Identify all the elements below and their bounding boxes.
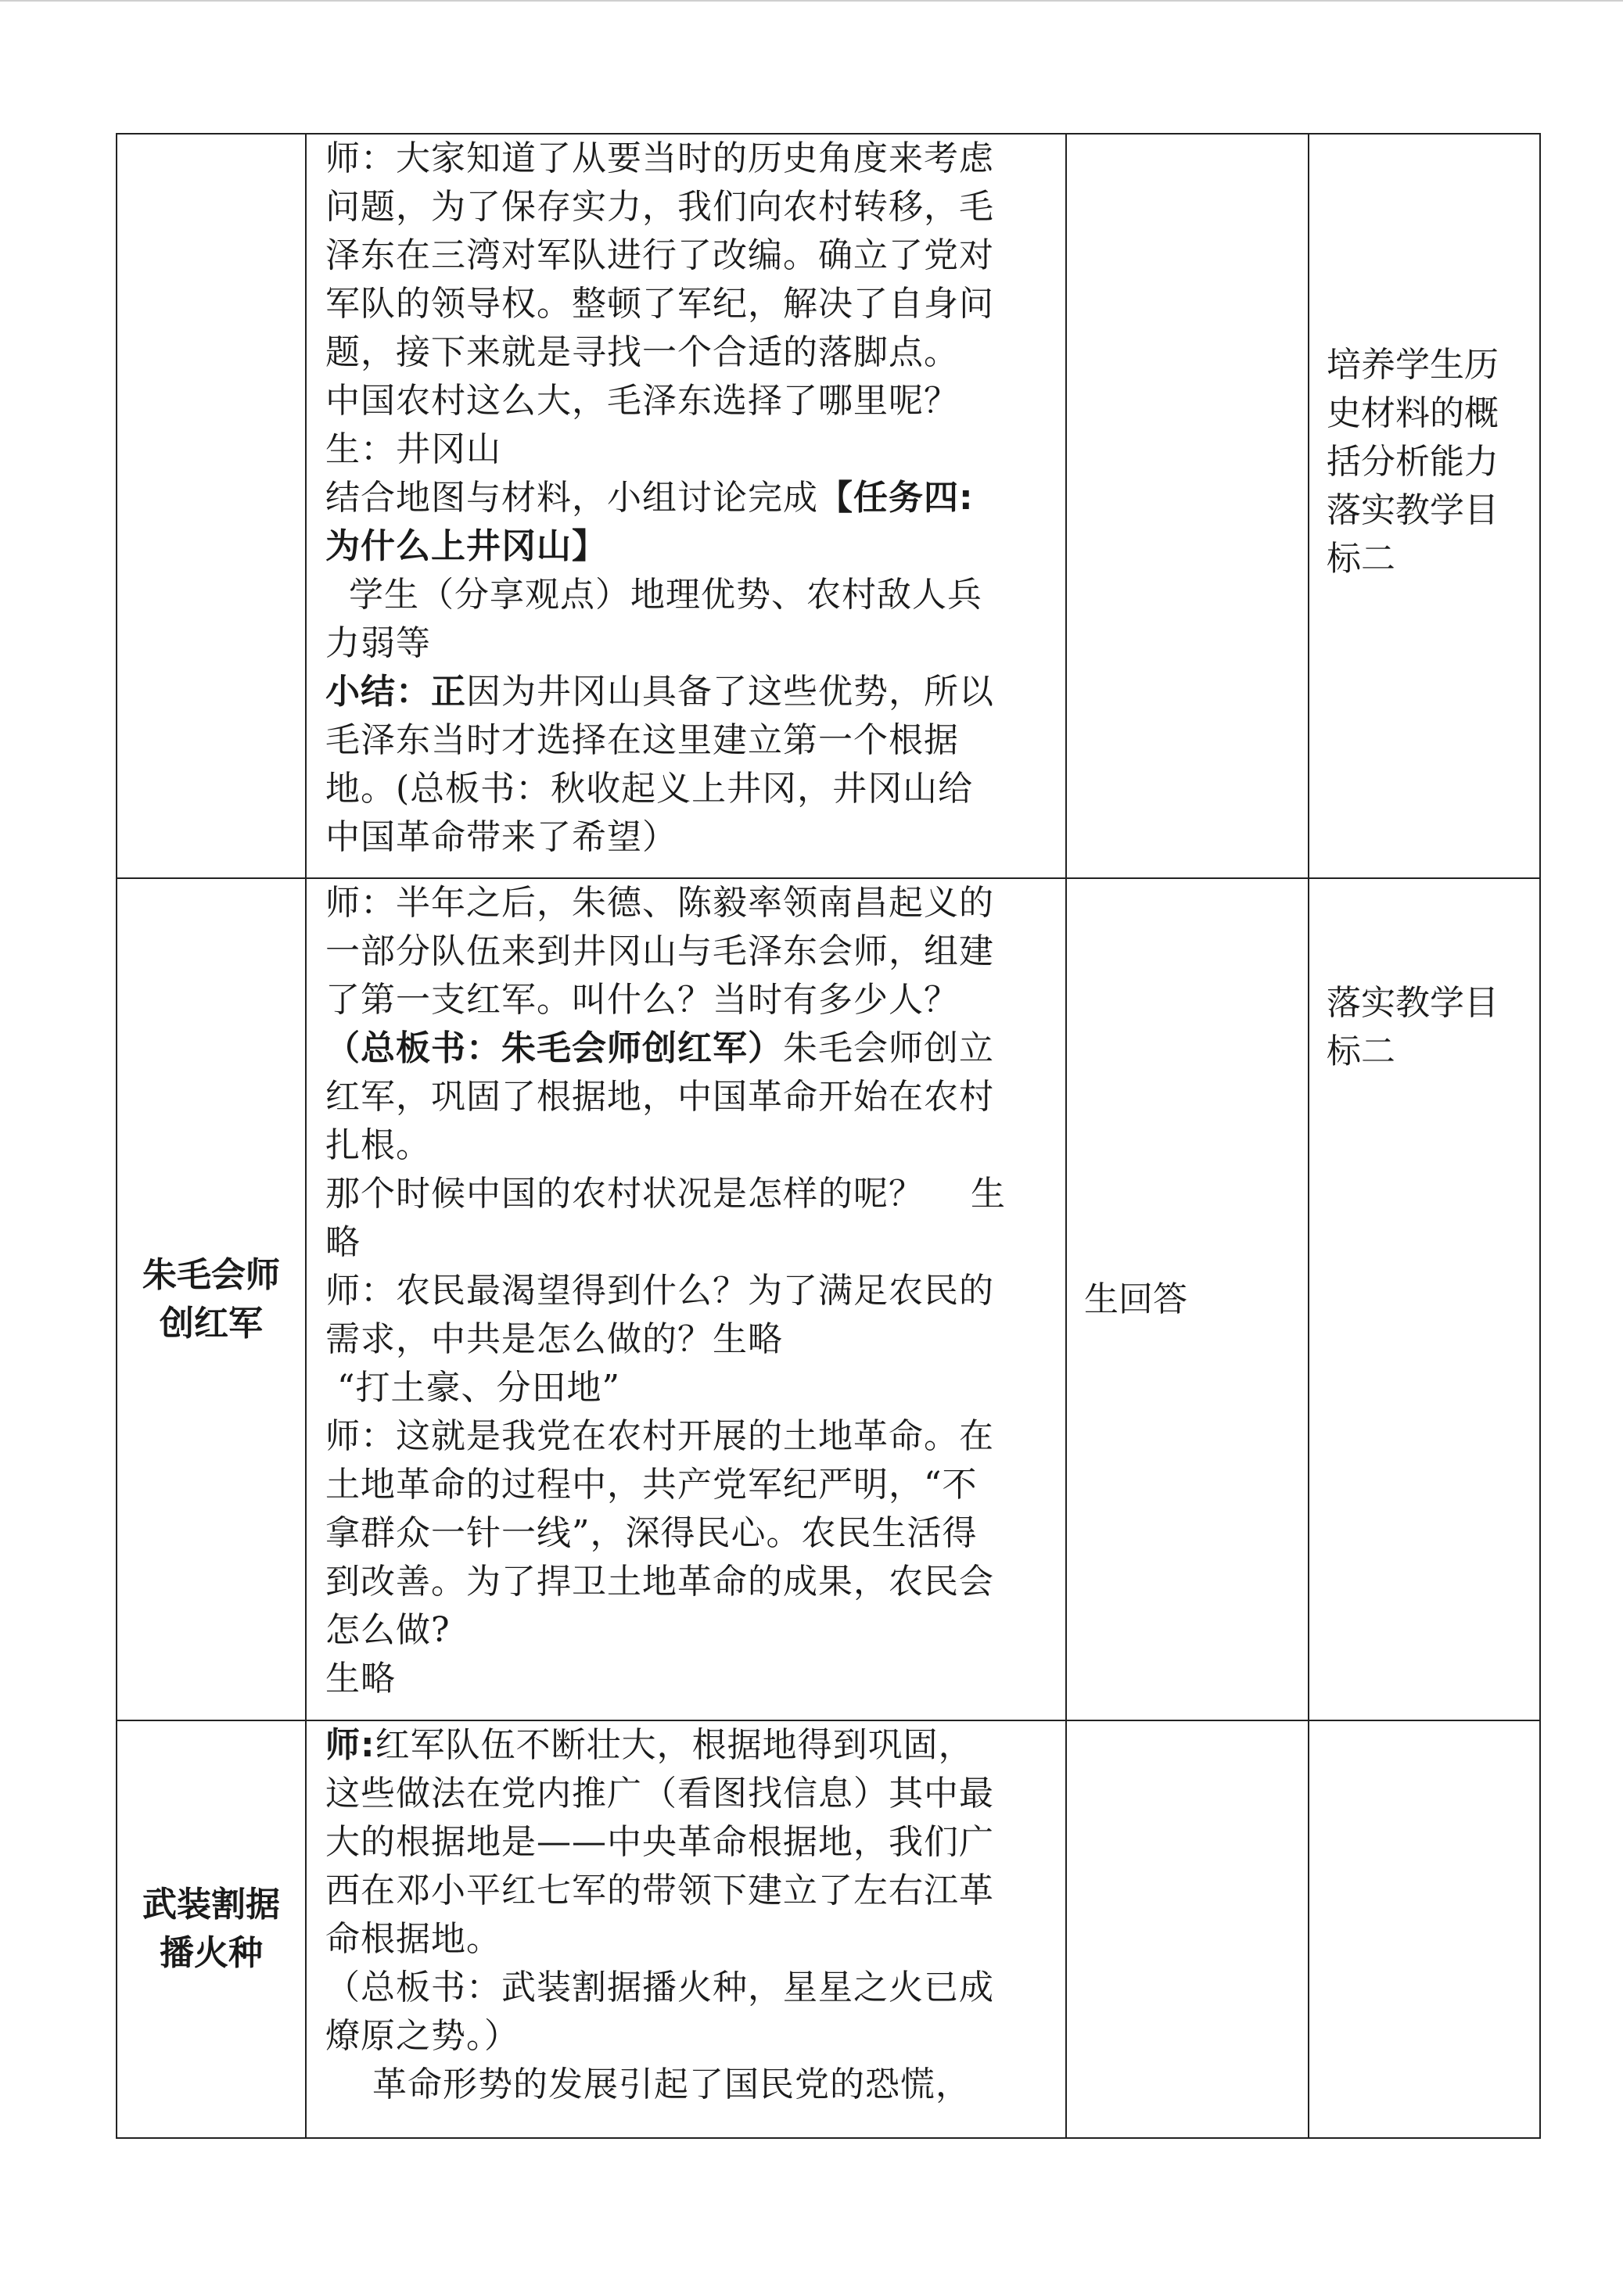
text-line: 落实教学目 [1327, 983, 1499, 1023]
text-line [325, 328, 1048, 377]
text-line: 培养学生历 [1327, 345, 1499, 385]
text-run: 生：井冈山 [325, 429, 501, 469]
text-run: 地。(总板书：秋收起义上井冈，井冈山给 [325, 769, 974, 809]
text-run: 了第一支红军。叫什么？当时有多少人？ [325, 980, 959, 1020]
text-line [325, 474, 1048, 522]
stage-label [117, 1881, 305, 1978]
text-run: （总板书：武装割据播火种，星星之火已成 [325, 1968, 994, 2007]
text-line: 落实教学目 [1327, 490, 1499, 530]
student-activity-cell [1066, 878, 1309, 1720]
text-run: 燎原之势。） [325, 2016, 519, 2056]
text-line [325, 1818, 1048, 1867]
text-run: 因为井冈山具备了这些优势，所以 [466, 672, 994, 712]
text-line [325, 879, 1048, 927]
text-run: 泽东在三湾对军队进行了改编。确立了党对 [325, 235, 994, 275]
text-run: 拿群众一针一线”，深得民心。农民生活得 [325, 1513, 978, 1553]
text-line: 括分析能力 [1327, 442, 1499, 482]
text-line: 创红军 [160, 1303, 263, 1344]
text-run: 师：农民最渴望得到什么？为了满足农民的 [325, 1271, 994, 1311]
text-run: 师：大家知道了从要当时的历史角度来考虑 [325, 138, 994, 178]
text-run: 毛泽东当时才选择在这里建立第一个根据 [325, 720, 959, 760]
text-line: 标二 [1327, 1031, 1395, 1071]
text-line [325, 1606, 1048, 1655]
text-run: 命根据地。 [325, 1919, 501, 1959]
text-run: 中国农村这么大，毛泽东选择了哪里呢？ [325, 381, 959, 421]
text-line: 朱毛会师 [142, 1254, 280, 1295]
text-line [325, 813, 1048, 862]
text-run: 一部分队伍来到井冈山与毛泽东会师，组建 [325, 931, 994, 971]
bold-text-run: 【任务四: [818, 478, 974, 518]
student-activity-text: 生回答 [1084, 1279, 1187, 1319]
text-line [325, 716, 1048, 765]
text-line [325, 1024, 1048, 1073]
text-run: 力弱等 [325, 623, 431, 663]
stage-cell [117, 878, 306, 1720]
text-line [325, 1770, 1048, 1818]
text-line [325, 1073, 1048, 1121]
text-line [325, 1867, 1048, 1915]
teacher-activity-text [307, 135, 1065, 862]
text-line [325, 1655, 1048, 1703]
page-top-rule [0, 0, 1623, 2]
text-run: 略 [325, 1222, 361, 1262]
design-intent-cell [1309, 1720, 1540, 2138]
text-line [325, 1218, 1048, 1267]
text-line [325, 668, 1048, 716]
text-run: “打土豪、分田地” [325, 1368, 620, 1408]
text-line [325, 1170, 1048, 1218]
text-run: 怎么做? [325, 1610, 451, 1650]
text-line [325, 1721, 1048, 1770]
text-line: 播火种 [160, 1933, 263, 1973]
text-line [325, 1915, 1048, 1964]
teacher-activity-text [307, 1721, 1065, 2109]
text-line [325, 927, 1048, 976]
text-line [325, 1964, 1048, 2012]
bold-text-run: 师: [325, 1725, 375, 1765]
teacher-activity-cell [306, 134, 1066, 878]
text-line [325, 976, 1048, 1024]
text-line [325, 1267, 1048, 1315]
text-run: 学生（分享观点）地理优势、农村敌人兵 [325, 575, 982, 615]
text-line [325, 1412, 1048, 1461]
text-line: 史材料的概 [1327, 393, 1499, 433]
table-row [117, 1720, 1540, 2138]
student-activity-cell [1066, 134, 1309, 878]
text-run: 土地革命的过程中，共产党军纪严明，“不 [325, 1465, 978, 1505]
lesson-plan-table [116, 133, 1541, 2139]
text-line [325, 280, 1048, 328]
teacher-activity-cell [306, 878, 1066, 1720]
text-line [325, 135, 1048, 183]
text-line [325, 1315, 1048, 1364]
text-line [325, 2061, 1048, 2109]
stage-label [117, 1251, 305, 1348]
bold-text-run: （总板书：朱毛会师创红军） [325, 1028, 783, 1068]
text-line: 标二 [1327, 539, 1395, 579]
text-run: 扎根。 [325, 1125, 431, 1165]
text-run: 需求，中共是怎么做的？生略 [325, 1319, 783, 1359]
text-run: 西在邓小平红七军的带领下建立了左右江革 [325, 1871, 994, 1910]
text-line [325, 765, 1048, 813]
text-run: 结合地图与材料，小组讨论完成 [325, 478, 818, 518]
text-line [325, 1558, 1048, 1606]
text-line [325, 571, 1048, 619]
text-run: 题，接下来就是寻找一个合适的落脚点。 [325, 332, 959, 372]
text-line [325, 425, 1048, 474]
text-run: 到改善。为了捍卫土地革命的成果，农民会 [325, 1562, 994, 1602]
text-line [325, 183, 1048, 231]
student-activity-cell [1066, 1720, 1309, 2138]
text-line [325, 1364, 1048, 1412]
teacher-activity-cell [306, 1720, 1066, 2138]
text-line [325, 1461, 1048, 1509]
text-run: 革命形势的发展引起了国民党的恐慌， [325, 2065, 971, 2104]
teacher-activity-text [307, 879, 1065, 1703]
text-line [325, 522, 1048, 571]
text-line [325, 1509, 1048, 1558]
design-intent-cell [1309, 878, 1540, 1720]
text-run: 师：半年之后，朱德、陈毅率领南昌起义的 [325, 883, 994, 923]
table-row [117, 878, 1540, 1720]
stage-cell [117, 1720, 306, 2138]
text-line [325, 1121, 1048, 1170]
text-line [325, 377, 1048, 425]
text-run: 中国革命带来了希望） [325, 817, 677, 857]
bold-text-run: 小结：正 [325, 672, 466, 712]
design-intent-text [1327, 135, 1522, 583]
text-run: 那个时候中国的农村状况是怎样的呢？ 生 [325, 1174, 1006, 1214]
text-run: 师：这就是我党在农村开展的土地革命。在 [325, 1416, 994, 1456]
text-run: 红军，巩固了根据地，中国革命开始在农村 [325, 1077, 994, 1117]
bold-text-run: 为什么上井冈山】 [325, 526, 607, 566]
text-run: 军队的领导权。整顿了军纪，解决了自身问 [325, 284, 994, 324]
design-intent-text [1327, 879, 1522, 1076]
text-line [325, 619, 1048, 668]
text-run: 大的根据地是——中央革命根据地，我们广 [325, 1822, 994, 1862]
text-line [325, 2012, 1048, 2061]
text-run: 生略 [325, 1659, 396, 1699]
stage-cell [117, 134, 306, 878]
text-run: 红军队伍不断壮大，根据地得到巩固， [375, 1725, 974, 1765]
text-line: 武装割据 [142, 1885, 280, 1925]
text-run: 问题，为了保存实力，我们向农村转移，毛 [325, 187, 994, 227]
table-row [117, 134, 1540, 878]
text-run: 朱毛会师创立 [783, 1028, 994, 1068]
text-run: 这些做法在党内推广（看图找信息）其中最 [325, 1774, 994, 1813]
text-line [325, 231, 1048, 280]
design-intent-cell [1309, 134, 1540, 878]
